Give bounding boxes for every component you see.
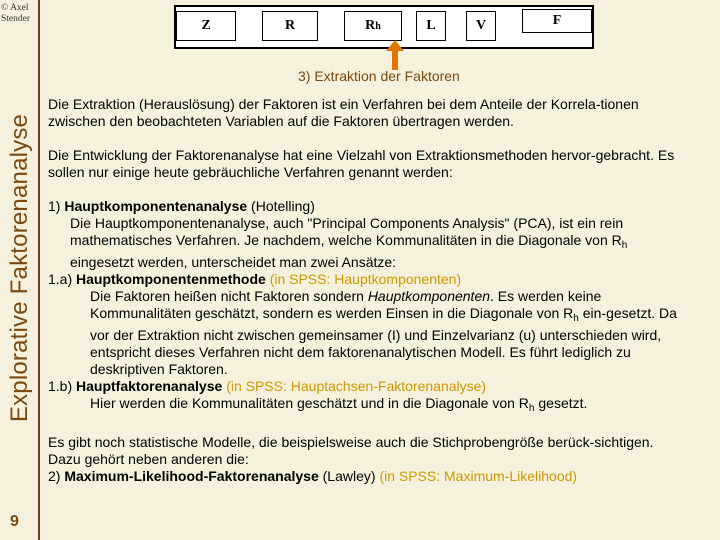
list-item-principal-factor [48, 378, 680, 417]
item-number: 2) [48, 468, 61, 484]
item-subscript: h [528, 403, 535, 414]
item-text: Hier werden die Kommunalitäten geschätzt und in die Diagonale von R [90, 395, 529, 411]
item-author: (Lawley) [318, 468, 376, 484]
paragraph-methods: Die Entwicklung der Faktorenanalyse hat eine Vielzahl von Extraktionsmethoden hervor-gebracht. Es sollen nur einige heute gebräuchliche Verfahren genannt werden: [48, 147, 675, 180]
up-arrow-icon [383, 40, 407, 70]
copyright-line-2: Stender [1, 14, 31, 24]
item-subscript: h [621, 240, 628, 251]
diagram-box-r [262, 11, 318, 41]
item-spss-note: (in SPSS: Hauptachsen-Faktorenanalyse) [226, 378, 487, 394]
item-description [48, 215, 680, 271]
paragraph-statistical-models: Es gibt noch statistische Modelle, die beispielsweise auch die Stichprobengröße berück-sichtigen. Dazu gehört neben anderen die: [48, 434, 654, 467]
diagram-box-v [466, 11, 496, 41]
list-item-pca [48, 198, 680, 271]
item-author: (Hotelling) [247, 198, 315, 214]
diagram-label-z: Z [201, 18, 211, 33]
diagram-box-f [522, 9, 592, 33]
item-text: gesetzt. [534, 395, 588, 411]
diagram-label-l: L [426, 18, 436, 33]
item-description [48, 395, 680, 417]
item-text: Die Hauptkomponentenanalyse, auch "Principal Components Analysis" (PCA), ist ein rein mathematisches Verfahren. Je nachdem, welche Kommunalitäten in die Diagonale von R [70, 215, 624, 248]
diagram-box-z [176, 11, 236, 41]
item-emphasis: Hauptkomponenten [367, 288, 491, 304]
item-spss-note: (in SPSS: Maximum-Likelihood) [379, 468, 578, 484]
diagram-label-r: R [284, 18, 296, 33]
item-title: Hauptfaktorenanalyse [76, 378, 223, 394]
item-spss-note: (in SPSS: Hauptkomponenten) [269, 271, 462, 287]
item-title: Hauptkomponentenanalyse [64, 198, 248, 214]
diagram-label-rh-subscript: h [375, 20, 381, 32]
paragraph-intro: Die Extraktion (Herauslösung) der Faktoren ist ein Verfahren bei dem Anteile der Korrela-tionen zwischen den beobachteten Variablen auf die Faktoren übertragen werden. [48, 96, 639, 129]
diagram-label-f: F [552, 13, 562, 28]
vertical-title: Explorative Faktorenanalyse [6, 113, 33, 423]
diagram-box-l [416, 11, 446, 41]
diagram-label-rh: R [365, 18, 376, 33]
list-item-ml [48, 468, 680, 485]
slide-content [48, 96, 680, 485]
item-number: 1.b) [48, 378, 73, 394]
diagram-box-rh [344, 11, 402, 41]
item-description [48, 288, 680, 378]
item-text: . Es werden keine Kommunalitäten geschätzt, sondern es werden Einsen in die Diagonale von R [90, 288, 602, 321]
item-text: Die Faktoren heißen nicht Faktoren sondern [90, 288, 368, 304]
page-number: 9 [10, 513, 19, 530]
list-item-pc-method [48, 271, 680, 378]
item-text: eingesetzt werden, unterscheidet man zwei Ansätze: [70, 254, 397, 270]
item-number: 1.a) [48, 271, 73, 287]
item-number: 1) [48, 198, 61, 214]
item-title: Maximum-Likelihood-Faktorenanalyse [64, 468, 319, 484]
copyright-line-1: © Axel [1, 3, 29, 13]
item-subscript: h [573, 313, 579, 324]
item-title: Hauptkomponentenmethode [76, 271, 266, 287]
item-text: ein-gesetzt. Da vor der Extraktion nicht zwischen gemeinsamer (I) und Einzelvarianz (u) unterschieden wird, entspricht dieses Verfahren nicht dem faktorenanalytischen Modell. Es führt lediglich zu deskriptiven Faktoren. [90, 305, 677, 377]
copyright-notice [1, 3, 37, 25]
diagram-label-v: V [475, 18, 487, 33]
sidebar [0, 0, 38, 540]
sidebar-divider [38, 0, 40, 540]
section-heading: 3) Extraktion der Faktoren [298, 68, 460, 84]
